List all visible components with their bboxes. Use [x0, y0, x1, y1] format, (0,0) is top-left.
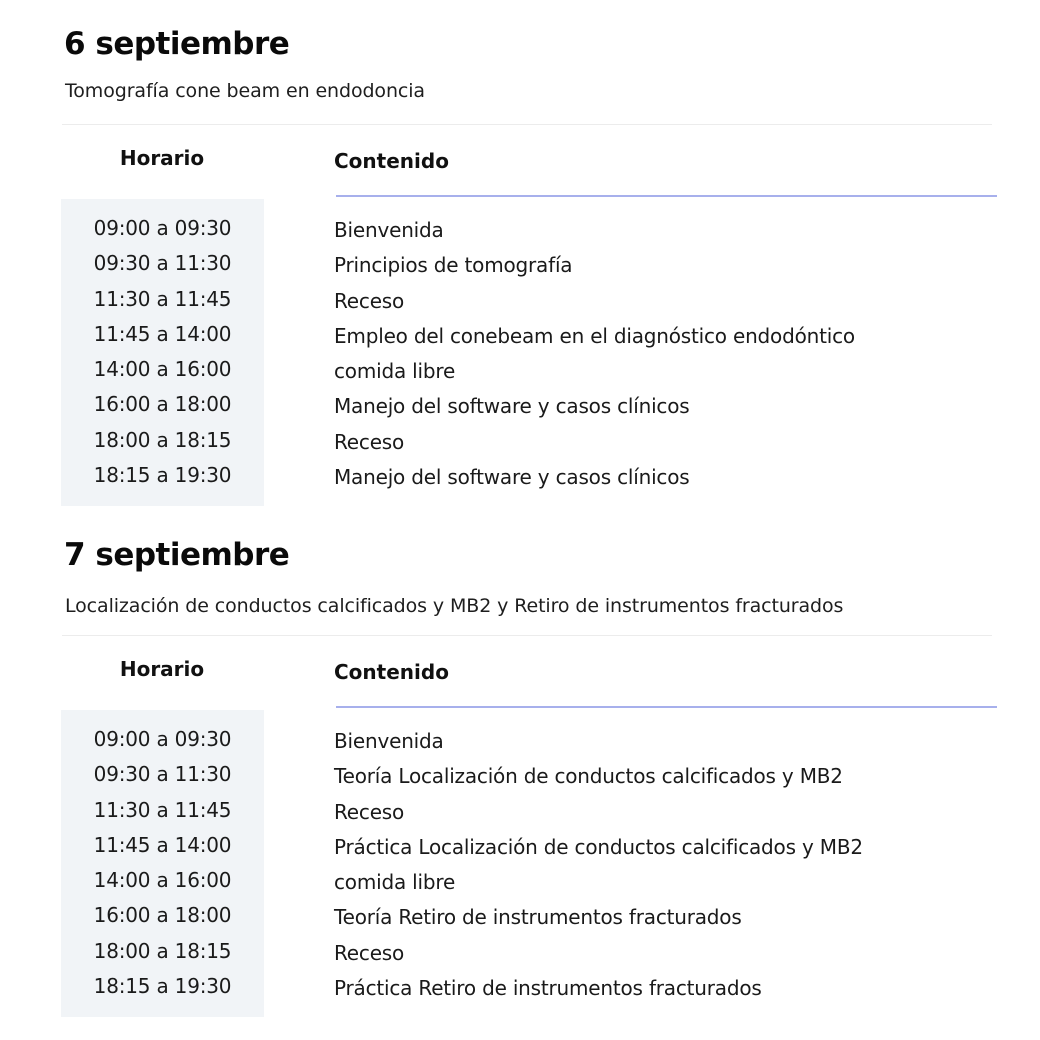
section-divider	[62, 635, 992, 636]
day-subtitle: Tomografía cone beam en endodoncia	[65, 80, 425, 102]
schedule-content: comida libre	[334, 870, 456, 895]
schedule-content: Receso	[334, 799, 405, 824]
section-divider	[62, 124, 992, 125]
schedule-time: 11:30 a 11:45	[93, 286, 232, 311]
schedule-content: Receso	[334, 940, 405, 965]
day-title: 7 septiembre	[64, 537, 290, 573]
schedule-content: Teoría Localización de conductos calcificados y MB2	[334, 764, 843, 789]
schedule-header-time: Horario	[119, 657, 205, 681]
time-list	[61, 722, 264, 1004]
schedule-content: Principios de tomografía	[334, 253, 573, 278]
schedule-time: 09:00 a 09:30	[93, 727, 232, 751]
content-list	[334, 724, 1014, 1006]
schedule-time: 18:15 a 19:30	[93, 463, 232, 488]
day-section-1	[0, 0, 1040, 490]
content-list	[334, 213, 1014, 495]
schedule-content: comida libre	[334, 359, 456, 384]
day-section-2	[0, 511, 1040, 1001]
schedule-content: Receso	[334, 288, 405, 313]
schedule-time: 14:00 a 16:00	[93, 868, 232, 893]
day-title: 6 septiembre	[64, 26, 290, 62]
schedule-content: Práctica Retiro de instrumentos fracturados	[334, 976, 762, 1001]
schedule-time: 16:00 a 18:00	[93, 392, 232, 417]
schedule-time: 16:00 a 18:00	[93, 903, 232, 928]
schedule-time: 09:00 a 09:30	[93, 216, 232, 240]
schedule-header-content: Contenido	[334, 149, 449, 173]
schedule-time: 18:00 a 18:15	[93, 938, 232, 963]
schedule-time: 18:15 a 19:30	[93, 974, 232, 999]
schedule-time: 11:45 a 14:00	[93, 321, 232, 346]
header-accent-line	[336, 195, 997, 197]
schedule-content: Bienvenida	[334, 729, 444, 753]
schedule-time: 11:45 a 14:00	[93, 832, 232, 857]
day-subtitle: Localización de conductos calcificados y MB2 y Retiro de instrumentos fracturados	[65, 595, 844, 617]
schedule-time: 18:00 a 18:15	[93, 427, 232, 452]
header-accent-line	[336, 706, 997, 708]
schedule-content: Receso	[334, 429, 405, 454]
schedule-content: Teoría Retiro de instrumentos fracturados	[334, 905, 742, 930]
schedule-content: Práctica Localización de conductos calcificados y MB2	[334, 834, 863, 859]
schedule-content: Empleo del conebeam en el diagnóstico endodóntico	[334, 323, 855, 348]
schedule-content: Manejo del software y casos clínicos	[334, 465, 690, 490]
schedule-time: 14:00 a 16:00	[93, 357, 232, 382]
schedule-content: Bienvenida	[334, 218, 444, 242]
schedule-time: 09:30 a 11:30	[93, 251, 232, 276]
schedule-header-time: Horario	[119, 146, 205, 170]
time-list	[61, 211, 264, 493]
schedule-time: 11:30 a 11:45	[93, 797, 232, 822]
schedule-header-content: Contenido	[334, 660, 449, 684]
schedule-content: Manejo del software y casos clínicos	[334, 394, 690, 419]
schedule-time: 09:30 a 11:30	[93, 762, 232, 787]
